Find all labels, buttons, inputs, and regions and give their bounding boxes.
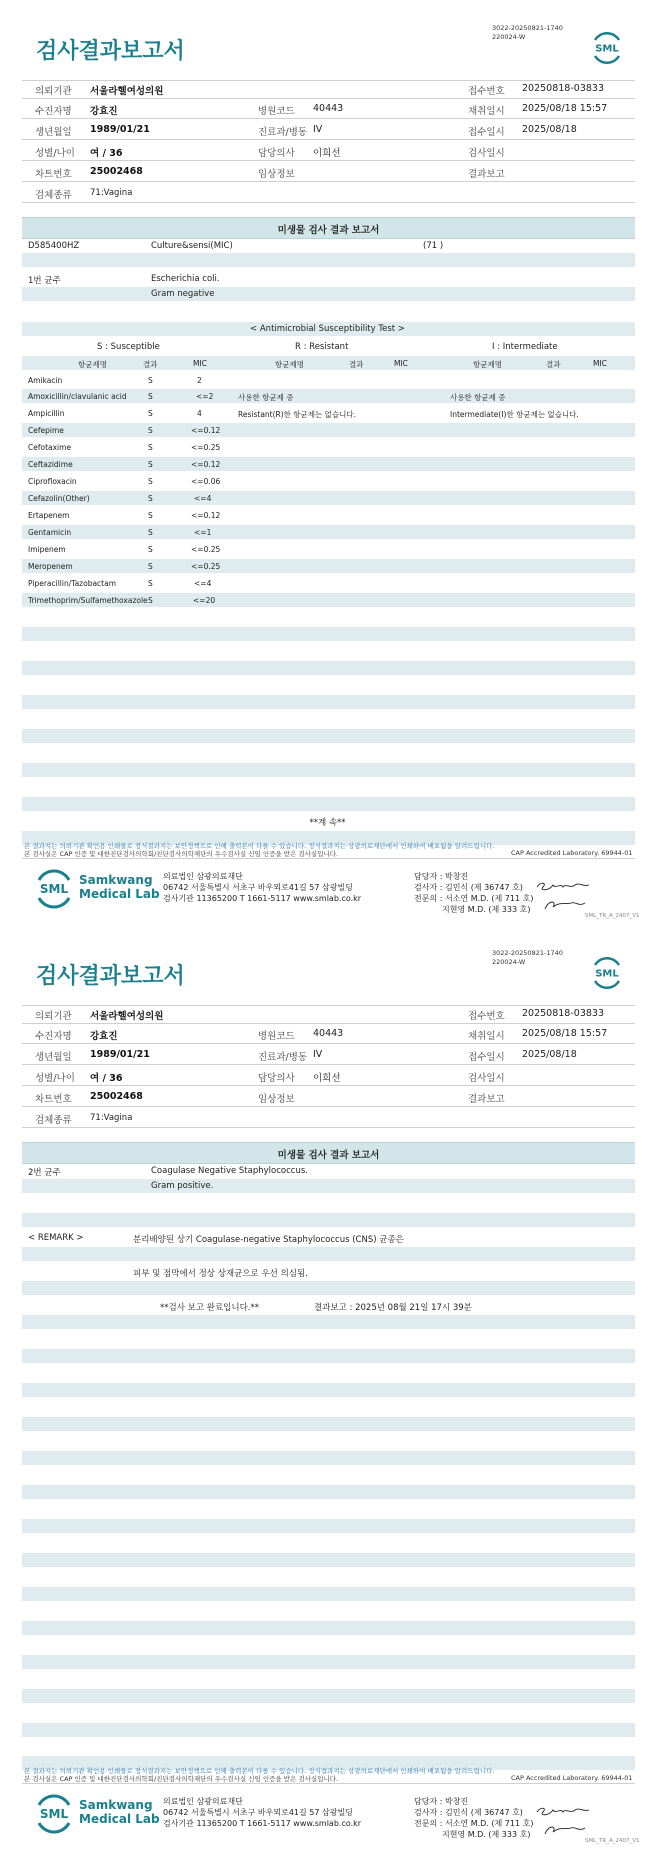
drug-result: S — [148, 579, 153, 588]
drug-mic: <=0.25 — [191, 443, 221, 452]
drug-result: S — [148, 596, 153, 605]
specimen-label: 검체종류 — [35, 1115, 72, 1126]
clinical-label: 임상정보 — [258, 1094, 295, 1105]
col-drug-i: 항균제명 — [473, 360, 502, 369]
sml-logo-icon — [590, 956, 624, 990]
report-title: 검사결과보고서 — [36, 39, 185, 64]
drug-result: S — [148, 494, 153, 503]
col-mic-i: MIC — [593, 359, 607, 368]
hospcode-value: 40443 — [313, 1028, 344, 1039]
cap-accreditation: CAP Accredited Laboratory. 69944-01 — [511, 1774, 633, 1782]
collect-value: 2025/08/18 15:57 — [522, 103, 608, 114]
resistant-note-1: 사용한 항균제 중 — [238, 393, 294, 402]
dept-label: 진료과/병동 — [258, 127, 308, 138]
recv-value: 2025/08/18 — [522, 124, 577, 135]
drug-mic: <=0.12 — [191, 511, 221, 520]
continued-mark: **계 속** — [309, 818, 346, 828]
sml-logo-icon — [590, 31, 624, 65]
collect-label: 채취일시 — [468, 1031, 505, 1042]
remark-label: < REMARK > — [28, 1233, 84, 1243]
brand-name: Samkwang Medical Lab — [79, 873, 160, 901]
drug-mic: <=4 — [194, 579, 212, 588]
specimen-label: 검체종류 — [35, 190, 72, 201]
dept-value: IV — [313, 124, 323, 135]
col-drug-s: 항균제명 — [78, 360, 107, 369]
drug-result: S — [148, 545, 153, 554]
report-page-2 — [0, 925, 655, 1850]
legend-resistant: R : Resistant — [295, 342, 349, 352]
organism-1-name: Escherichia coli. — [151, 274, 220, 284]
drug-result: S — [148, 562, 153, 571]
document-number: 3022-20250821-1740 220024-W — [492, 949, 563, 966]
col-result-r: 결과 — [349, 360, 364, 369]
report-title: 검사결과보고서 — [36, 964, 185, 989]
drug-name: Ampicillin — [28, 409, 65, 418]
name-label: 수진자명 — [35, 106, 72, 117]
inst-value: 서울라헬여성의원 — [90, 86, 164, 97]
ast-title: < Antimicrobial Susceptibility Test > — [250, 324, 405, 334]
remark-line-1: 분리배양된 상기 Coagulase-negative Staphylococcus (CNS) 균종은 — [133, 1235, 404, 1245]
signature-icon — [535, 879, 591, 915]
hospcode-value: 40443 — [313, 103, 344, 114]
drug-mic: 4 — [197, 409, 202, 418]
samkwang-logo-icon — [34, 869, 74, 909]
drug-mic: <=0.25 — [191, 545, 221, 554]
collect-value: 2025/08/18 15:57 — [522, 1028, 608, 1039]
collect-label: 채취일시 — [468, 106, 505, 117]
recv-label: 접수일시 — [468, 127, 505, 138]
svg-text:SML: SML — [595, 43, 619, 55]
report-label: 결과보고 — [468, 169, 505, 180]
form-code: SML_TR_A_2407_V1 — [585, 1838, 640, 1844]
doctor-label: 담당의사 — [258, 148, 295, 159]
clinical-label: 임상정보 — [258, 169, 295, 180]
samkwang-logo-icon — [34, 1794, 74, 1834]
reqno-value: 20250818-03833 — [522, 83, 605, 94]
col-result-i: 결과 — [546, 360, 561, 369]
drug-result: S — [148, 460, 153, 469]
remark-line-2: 피부 및 점막에서 정상 상재균으로 우선 의심됨. — [133, 1269, 308, 1279]
dob-value: 1989/01/21 — [90, 1049, 150, 1060]
report-time: 결과보고 : 2025년 08월 21일 17시 39분 — [314, 1303, 472, 1313]
reqno-value: 20250818-03833 — [522, 1008, 605, 1019]
name-label: 수진자명 — [35, 1031, 72, 1042]
drug-name: Piperacillin/Tazobactam — [28, 579, 117, 588]
hospcode-label: 병원코드 — [258, 1031, 295, 1042]
form-code: SML_TR_A_2407_V1 — [585, 913, 640, 919]
doctor-value: 이희선 — [313, 148, 341, 159]
col-result-s: 결과 — [143, 360, 158, 369]
drug-result: S — [148, 477, 153, 486]
drug-name: Ertapenem — [28, 511, 70, 520]
report-label: 결과보고 — [468, 1094, 505, 1105]
footer-note-2: 본 검사실은 CAP 인증 및 대한진단검사의학회/진단검사의학재단의 우수검사실 신임 인증을 받은 검사실입니다. — [24, 1775, 339, 1783]
section-header: 미생물 검사 결과 보고서 — [22, 1142, 635, 1164]
drug-name: Ceftazidime — [28, 460, 73, 469]
organism-2-label: 2번 균주 — [28, 1168, 61, 1178]
resistant-note-2: Resistant(R)한 항균제는 없습니다. — [238, 410, 357, 419]
reqno-label: 접수번호 — [468, 1011, 505, 1022]
organism-1-label: 1번 균주 — [28, 276, 61, 286]
signature-icon — [535, 1804, 591, 1840]
name-value: 강효진 — [90, 106, 118, 117]
drug-result: S — [148, 511, 153, 520]
reqno-label: 접수번호 — [468, 86, 505, 97]
drug-mic: <=2 — [196, 392, 214, 401]
drug-result: S — [148, 443, 153, 452]
org-info: 의료법인 삼광의료재단 06742 서울특별시 서초구 바우뫼로41길 57 삼광빌딩 검사기관 11365200 T 1661-5117 www.smlab.co.kr — [163, 1797, 362, 1828]
chart-label: 차트번호 — [35, 169, 72, 180]
drug-name: Imipenem — [28, 545, 66, 554]
drug-mic: <=20 — [193, 596, 216, 605]
section-header: 미생물 검사 결과 보고서 — [22, 217, 635, 239]
cap-accreditation: CAP Accredited Laboratory. 69944-01 — [511, 849, 633, 857]
sexage-label: 성별/나이 — [35, 148, 75, 159]
document-number: 3022-20250821-1740 220024-W — [492, 24, 563, 41]
chart-label: 차트번호 — [35, 1094, 72, 1105]
drug-name: Amikacin — [28, 376, 63, 385]
sexage-value: 여 / 36 — [90, 1073, 123, 1084]
drug-mic: <=0.06 — [191, 477, 221, 486]
drug-mic: 2 — [197, 376, 202, 385]
recv-value: 2025/08/18 — [522, 1049, 577, 1060]
col-mic-s: MIC — [193, 359, 207, 368]
svg-text:SML: SML — [595, 968, 619, 980]
drug-name: Cefepime — [28, 426, 64, 435]
drug-mic: <=1 — [194, 528, 212, 537]
sexage-label: 성별/나이 — [35, 1073, 75, 1084]
dob-label: 생년월일 — [35, 1052, 72, 1063]
doctor-value: 이희선 — [313, 1073, 341, 1084]
svg-text:SML: SML — [39, 882, 69, 896]
drug-mic: <=4 — [194, 494, 212, 503]
inst-label: 의뢰기관 — [35, 1011, 72, 1022]
drug-mic: <=0.12 — [191, 426, 221, 435]
dept-label: 진료과/병동 — [258, 1052, 308, 1063]
testdate-label: 검사일시 — [468, 1073, 505, 1084]
doctor-label: 담당의사 — [258, 1073, 295, 1084]
inst-label: 의뢰기관 — [35, 86, 72, 97]
staff-info: 담당자 : 박창진 검사자 : 김민식 (제 36747 호) 전문의 : 서소연 M.D. (제 711 호) 지현영 M.D. (제 333 호) — [414, 872, 534, 914]
specimen-value: 71:Vagina — [90, 1113, 133, 1123]
inst-value: 서울라헬여성의원 — [90, 1011, 164, 1022]
svg-text:SML: SML — [39, 1807, 69, 1821]
footer-note-1: 본 결과지는 의뢰기관 확인용 인쇄물로 정식결과지는 보안정책으로 인해 출력본이 다를 수 있습니다. 정식결과지는 상광의료재단에서 인쇄하여 배포됨을 알려드립니다. — [24, 842, 495, 850]
drug-name: Meropenem — [28, 562, 73, 571]
footer-note-1: 본 결과지는 의뢰기관 확인용 인쇄물로 정식결과지는 보안정책으로 인해 출력본이 다를 수 있습니다. 정식결과지는 상광의료재단에서 인쇄하여 배포됨을 알려드립니다. — [24, 1767, 495, 1775]
drug-name: Ciprofloxacin — [28, 477, 77, 486]
hospcode-label: 병원코드 — [258, 106, 295, 117]
chart-value: 25002468 — [90, 1091, 143, 1102]
organism-2-gram: Gram positive. — [151, 1181, 214, 1191]
organism-2-name: Coagulase Negative Staphylococcus. — [151, 1166, 308, 1176]
col-drug-r: 항균제명 — [275, 360, 304, 369]
col-mic-r: MIC — [394, 359, 408, 368]
legend-susceptible: S : Susceptible — [97, 342, 160, 352]
test-suffix: (71 ) — [423, 241, 444, 251]
name-value: 강효진 — [90, 1031, 118, 1042]
chart-value: 25002468 — [90, 166, 143, 177]
staff-info: 담당자 : 박창진 검사자 : 김민식 (제 36747 호) 전문의 : 서소연 M.D. (제 711 호) 지현영 M.D. (제 333 호) — [414, 1797, 534, 1839]
drug-result: S — [148, 528, 153, 537]
drug-name: Gentamicin — [28, 528, 72, 537]
drug-result: S — [148, 392, 153, 401]
drug-mic: <=0.12 — [191, 460, 221, 469]
brand-name: Samkwang Medical Lab — [79, 1798, 160, 1826]
intermediate-note-2: Intermediate(I)한 항균제는 없습니다. — [450, 410, 579, 419]
recv-label: 접수일시 — [468, 1052, 505, 1063]
drug-result: S — [148, 409, 153, 418]
dob-value: 1989/01/21 — [90, 124, 150, 135]
drug-result: S — [148, 426, 153, 435]
specimen-value: 71:Vagina — [90, 188, 133, 198]
sexage-value: 여 / 36 — [90, 148, 123, 159]
organism-1-gram: Gram negative — [151, 289, 215, 299]
drug-name: Amoxicillin/clavulanic acid — [28, 392, 127, 401]
drug-name: Cefazolin(Other) — [28, 494, 90, 503]
intermediate-note-1: 사용한 항균제 중 — [450, 393, 506, 402]
drug-result: S — [148, 376, 153, 385]
dept-value: IV — [313, 1049, 323, 1060]
report-complete: **검사 보고 완료입니다.** — [160, 1303, 260, 1313]
testdate-label: 검사일시 — [468, 148, 505, 159]
drug-name: Cefotaxime — [28, 443, 72, 452]
drug-mic: <=0.25 — [191, 562, 221, 571]
test-code: D585400HZ — [28, 241, 80, 251]
test-name: Culture&sensi(MIC) — [151, 241, 233, 251]
footer-note-2: 본 검사실은 CAP 인증 및 대한진단검사의학회/진단검사의학재단의 우수검사실 신임 인증을 받은 검사실입니다. — [24, 850, 339, 858]
org-info: 의료법인 삼광의료재단 06742 서울특별시 서초구 바우뫼로41길 57 삼광빌딩 검사기관 11365200 T 1661-5117 www.smlab.co.kr — [163, 872, 362, 903]
legend-intermediate: I : Intermediate — [492, 342, 558, 352]
dob-label: 생년월일 — [35, 127, 72, 138]
drug-name: Trimethoprim/Sulfamethoxazole — [28, 596, 148, 605]
